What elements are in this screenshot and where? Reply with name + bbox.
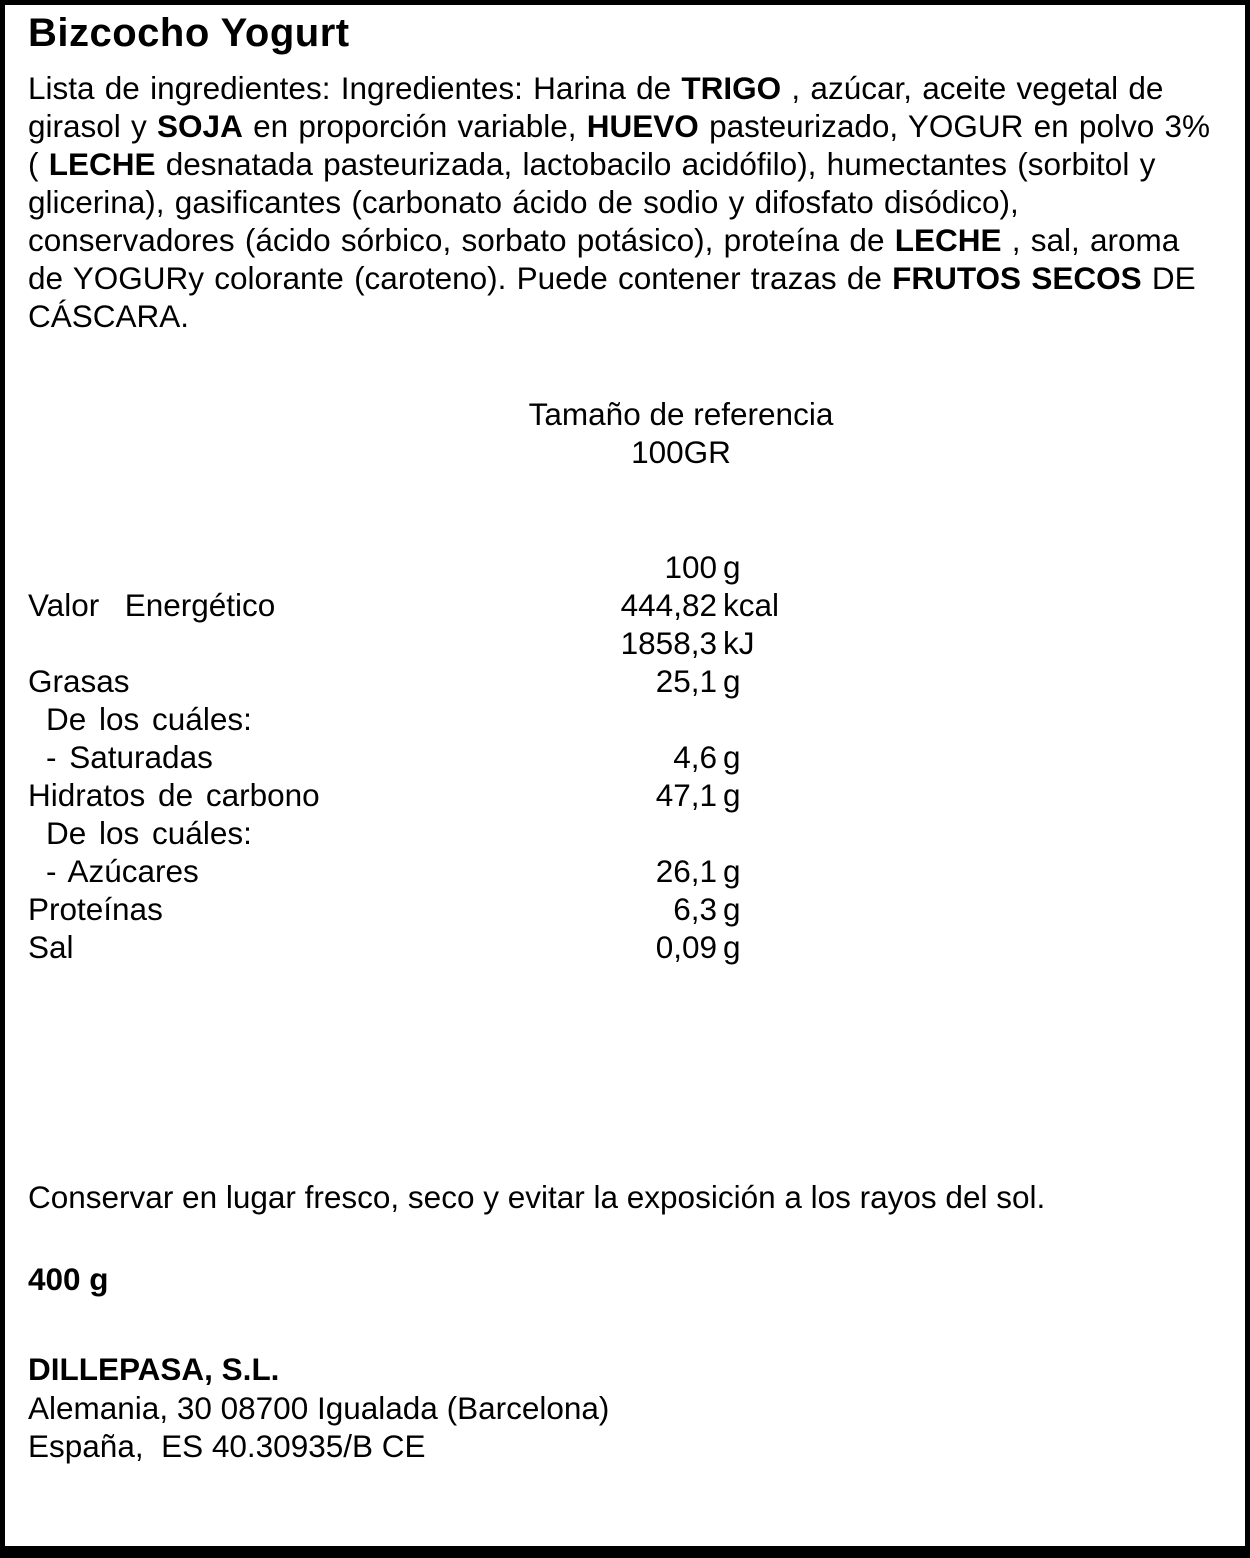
nutrition-row-value: 444,82 — [620, 587, 717, 623]
allergen-text: TRIGO — [681, 70, 782, 106]
nutrition-row-label: De los cuáles: — [46, 815, 252, 851]
nutrition-row-unit: kJ — [723, 625, 755, 661]
manufacturer-address-line1: Alemania, 30 08700 Igualada (Barcelona) — [28, 1389, 610, 1426]
nutrition-row-unit: g — [723, 549, 741, 585]
nutrition-row-value: 47,1 — [655, 777, 717, 813]
nutrition-table — [28, 548, 1217, 966]
nutrition-row-value — [500, 700, 717, 738]
ingredients-text: , sal, aroma de YOGURy colorante (caroteno). Puede contener trazas de — [28, 222, 1180, 296]
nutrition-row-value: 25,1 — [655, 663, 717, 699]
nutrition-row-unit: g — [723, 777, 741, 813]
manufacturer-address-line2: España, ES 40.30935/B CE — [28, 1428, 426, 1464]
nutrition-row-value: 26,1 — [655, 853, 717, 889]
nutrition-row-value: 0,09 — [655, 929, 717, 965]
nutrition-row-value: 100 — [664, 549, 717, 585]
nutrition-row-label: Hidratos de carbono — [28, 777, 320, 813]
allergen-text: FRUTOS SECOS — [892, 260, 1142, 296]
nutrition-row-value: 6,3 — [673, 891, 717, 927]
nutrition-row-value — [500, 814, 717, 852]
allergen-text: LECHE — [894, 222, 1002, 258]
nutrition-row-label: Sal — [28, 929, 74, 965]
nutrition-row-unit: kcal — [723, 587, 780, 623]
ingredients-text: DE CÁSCARA. — [28, 260, 1196, 334]
net-weight: 400 g — [28, 1261, 109, 1297]
allergen-text: SOJA — [157, 108, 243, 144]
nutrition-row-label: Proteínas — [28, 891, 163, 927]
reference-size-value: 100GR — [631, 434, 731, 470]
ingredients-text: Lista de ingredientes: Ingredientes: Harina de — [28, 70, 682, 106]
nutrition-row-label: Valor Energético — [28, 587, 276, 623]
manufacturer-name: DILLEPASA, S.L. — [28, 1351, 280, 1387]
nutrition-row-unit: g — [723, 663, 741, 699]
nutrition-row-unit: g — [723, 853, 741, 889]
nutrition-row-value: 4,6 — [673, 739, 717, 775]
nutrition-row-label — [28, 548, 500, 586]
ingredients-text: pasteurizado, YOGUR en polvo 3% ( — [28, 108, 1211, 182]
product-title: Bizcocho Yogurt — [28, 11, 350, 55]
ingredients-paragraph — [28, 69, 1218, 335]
nutrition-row-unit — [717, 700, 1217, 738]
ingredients-text: desnatada pasteurizada, lactobacilo acidófilo), humectantes (sorbitol y glicerina), gasificantes (carbonato ácido de sodio y difosfato disódico), conservadores (ácido sórbico, sorbato potásico), proteína de — [28, 146, 1156, 258]
nutrition-row-label: - Azúcares — [46, 853, 199, 889]
nutrition-row-value: 1858,3 — [620, 625, 717, 661]
nutrition-row-unit: g — [723, 929, 741, 965]
reference-size-label: Tamaño de referencia — [528, 396, 834, 432]
manufacturer-block — [28, 1350, 1217, 1466]
nutrition-row-label: Grasas — [28, 663, 130, 699]
allergen-text: HUEVO — [586, 108, 699, 144]
nutrition-row-label — [28, 624, 500, 662]
nutrition-row-unit — [717, 814, 1217, 852]
nutrition-row-unit: g — [723, 739, 741, 775]
nutrition-row-label: - Saturadas — [46, 739, 213, 775]
storage-instructions: Conservar en lugar fresco, seco y evitar la exposición a los rayos del sol. — [28, 1179, 1046, 1215]
ingredients-text: , azúcar, aceite vegetal de girasol y — [28, 70, 1164, 144]
allergen-text: LECHE — [48, 146, 156, 182]
nutrition-row-label: De los cuáles: — [46, 701, 252, 737]
reference-size-block — [145, 395, 1217, 471]
nutrition-row-unit: g — [723, 891, 741, 927]
ingredients-text: en proporción variable, — [242, 108, 587, 144]
